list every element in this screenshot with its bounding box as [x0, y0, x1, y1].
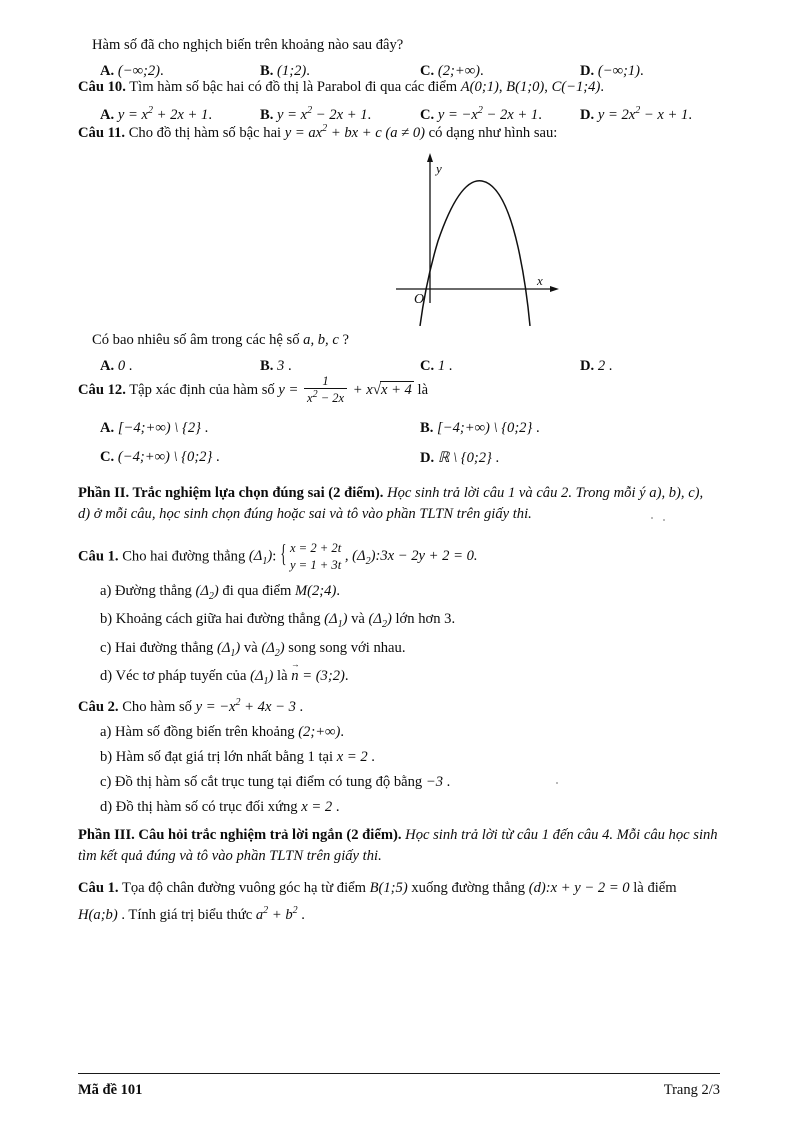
- part3-q1-line1: Câu 1. Tọa độ chân đường vuông góc hạ từ điểm B(1;5) xuống đường thẳng (d):x + y − 2 = 0 là điểm: [78, 880, 677, 897]
- footer-divider: [78, 1073, 720, 1074]
- option-d[interactable]: D. (−∞;1).: [580, 63, 644, 80]
- svg-text:x: x: [537, 273, 543, 288]
- question-12-label: Câu 12.: [78, 382, 126, 399]
- option-a[interactable]: A. 0 .: [100, 358, 133, 375]
- part3-q1-label: Câu 1.: [78, 880, 119, 897]
- option-c[interactable]: C. (2;+∞).: [420, 63, 484, 80]
- part3-heading: [78, 825, 718, 867]
- part2-q2-item-b: b) Hàm số đạt giá trị lớn nhất bằng 1 tại x = 2 .: [100, 748, 375, 765]
- question-11-label: Câu 11.: [78, 124, 126, 141]
- question-10-options: [78, 105, 740, 124]
- option-a[interactable]: A. (−∞;2).: [100, 63, 164, 80]
- question-10-stem: [78, 80, 718, 95]
- question-12-stem: [78, 375, 718, 406]
- page-content: [78, 38, 718, 933]
- part2-q1-stem: Câu 1. Cho hai đường thẳng $(\Delta_1)$: { x = 2 + 2t y = 1 + 3t , $(\Delta_2):3x - 2y + 2 = 0$.: [78, 540, 718, 574]
- question-12-text: Tập xác định của hàm số y = $\frac{1}{x^2 - 2x}$ + x√x + 4 là: [129, 374, 429, 406]
- exam-code: Mã đề 101: [78, 1082, 143, 1098]
- question-11-text: Cho đồ thị hàm số bậc hai $y = ax^2$ + bx + c (a ≠ 0) có dạng như hình sau:: [128, 123, 558, 141]
- option-c[interactable]: C. (−4;+∞) \ {0;2} .: [100, 449, 220, 466]
- part2-q2-item-d: d) Đồ thị hàm số có trục đối xứng x = 2 .: [100, 798, 340, 815]
- part3-heading-italic: Học sinh trả lời từ câu 1 đến câu 4. Mỗi câu học sinh tìm kết quả đúng và tô vào phần TLTN trên giấy thi.: [78, 827, 718, 865]
- svg-text:y: y: [436, 161, 442, 176]
- part2-q1-item-c: c) Hai đường thẳng $(\Delta_1)$ và $(\Delta_2)$ song song với nhau.: [100, 639, 406, 659]
- part2-q2-item-c: c) Đồ thị hàm số cắt trục tung tại điểm có tung độ bằng −3 .: [100, 773, 451, 790]
- part2-q2-label: Câu 2.: [78, 698, 119, 715]
- parametric-system: [280, 540, 341, 574]
- part2-q2-item-a: a) Hàm số đồng biến trên khoảng (2;+∞).: [100, 723, 344, 740]
- option-d[interactable]: D. ℝ \ {0;2} .: [420, 450, 500, 467]
- question-12-options-row1: [78, 420, 740, 437]
- part2-q2-stem: Câu 2. Cho hàm số $y = -x^2 + 4x - 3$ .: [78, 696, 304, 715]
- option-b[interactable]: B. $y = x^2 - 2x + 1$.: [260, 105, 372, 124]
- option-b[interactable]: B. (1;2).: [260, 63, 310, 80]
- scan-speck: [663, 519, 665, 521]
- part2-q1-item-d: d) Véc tơ pháp tuyến của $(\Delta_1)$ là n → = (3;2).: [78, 669, 718, 687]
- question-12-options-row2: [78, 449, 740, 467]
- option-b[interactable]: B. 3 .: [260, 358, 292, 375]
- page-number: Trang 2/3: [663, 1082, 720, 1098]
- part2-heading: [78, 483, 718, 525]
- option-c[interactable]: C. $y = -x^2 - 2x + 1$.: [420, 105, 542, 124]
- scan-speck: [651, 517, 653, 519]
- part2-q1-item-a: a) Đường thẳng $(\Delta_2)$ đi qua điểm M(2;4).: [100, 583, 340, 602]
- question-9-options: [78, 63, 740, 80]
- option-a[interactable]: A. $y = x^2 + 2x + 1$.: [100, 105, 212, 124]
- system-row-1: { x = 2 + 2t: [289, 540, 342, 555]
- question-11-options: [78, 358, 740, 375]
- page-footer: [78, 1082, 720, 1099]
- scan-speck: [556, 782, 558, 784]
- option-d[interactable]: D. $y = 2x^2 - x + 1$.: [580, 105, 692, 124]
- part2-heading-italic: Học sinh trả lời câu 1 và câu 2. Trong mỗi ý a), b), c), d) ở mỗi câu, học sinh chọn đúng hoặc sai và tô vào phần TLTN trên giấy thi.: [78, 485, 704, 523]
- part3-heading-bold: Phần III. Câu hỏi trắc nghiệm trả lời ngắn (2 điểm).: [78, 827, 402, 844]
- part3-q1-line2: H(a;b) . Tính giá trị biểu thức $a^2 + b^2$ .: [78, 905, 305, 924]
- option-c[interactable]: C. 1 .: [420, 358, 453, 375]
- system-row-2: y = 1 + 3t: [289, 557, 342, 572]
- question-9-stem: Hàm số đã cho nghịch biến trên khoảng nào sau đây?: [92, 37, 404, 53]
- part2-q1-label: Câu 1.: [78, 547, 119, 564]
- fraction: $\frac{1}{x^2 - 2x}$: [304, 374, 347, 405]
- part2-heading-bold: Phần II. Trắc nghiệm lựa chọn đúng sai (2 điểm).: [78, 485, 384, 502]
- parabola-figure: [78, 151, 718, 327]
- question-11-stem: [78, 124, 718, 140]
- svg-text:O: O: [414, 292, 425, 307]
- part2-q1-item-b: b) Khoảng cách giữa hai đường thẳng $(\Delta_1)$ và $(\Delta_2)$ lớn hơn 3.: [100, 611, 456, 631]
- question-10-label: Câu 10.: [78, 79, 126, 96]
- parabola-graph: [348, 151, 578, 326]
- option-a[interactable]: A. [−4;+∞) \ {2} .: [100, 420, 209, 437]
- question-11-followup: Có bao nhiêu số âm trong các hệ số a, b, c ?: [92, 332, 349, 348]
- question-10-text: Tìm hàm số bậc hai có đồ thị là Parabol đi qua các điểm A(0;1), B(1;0), C(−1;4).: [129, 79, 604, 96]
- option-b[interactable]: B. [−4;+∞) \ {0;2} .: [420, 420, 540, 437]
- option-d[interactable]: D. 2 .: [580, 358, 613, 375]
